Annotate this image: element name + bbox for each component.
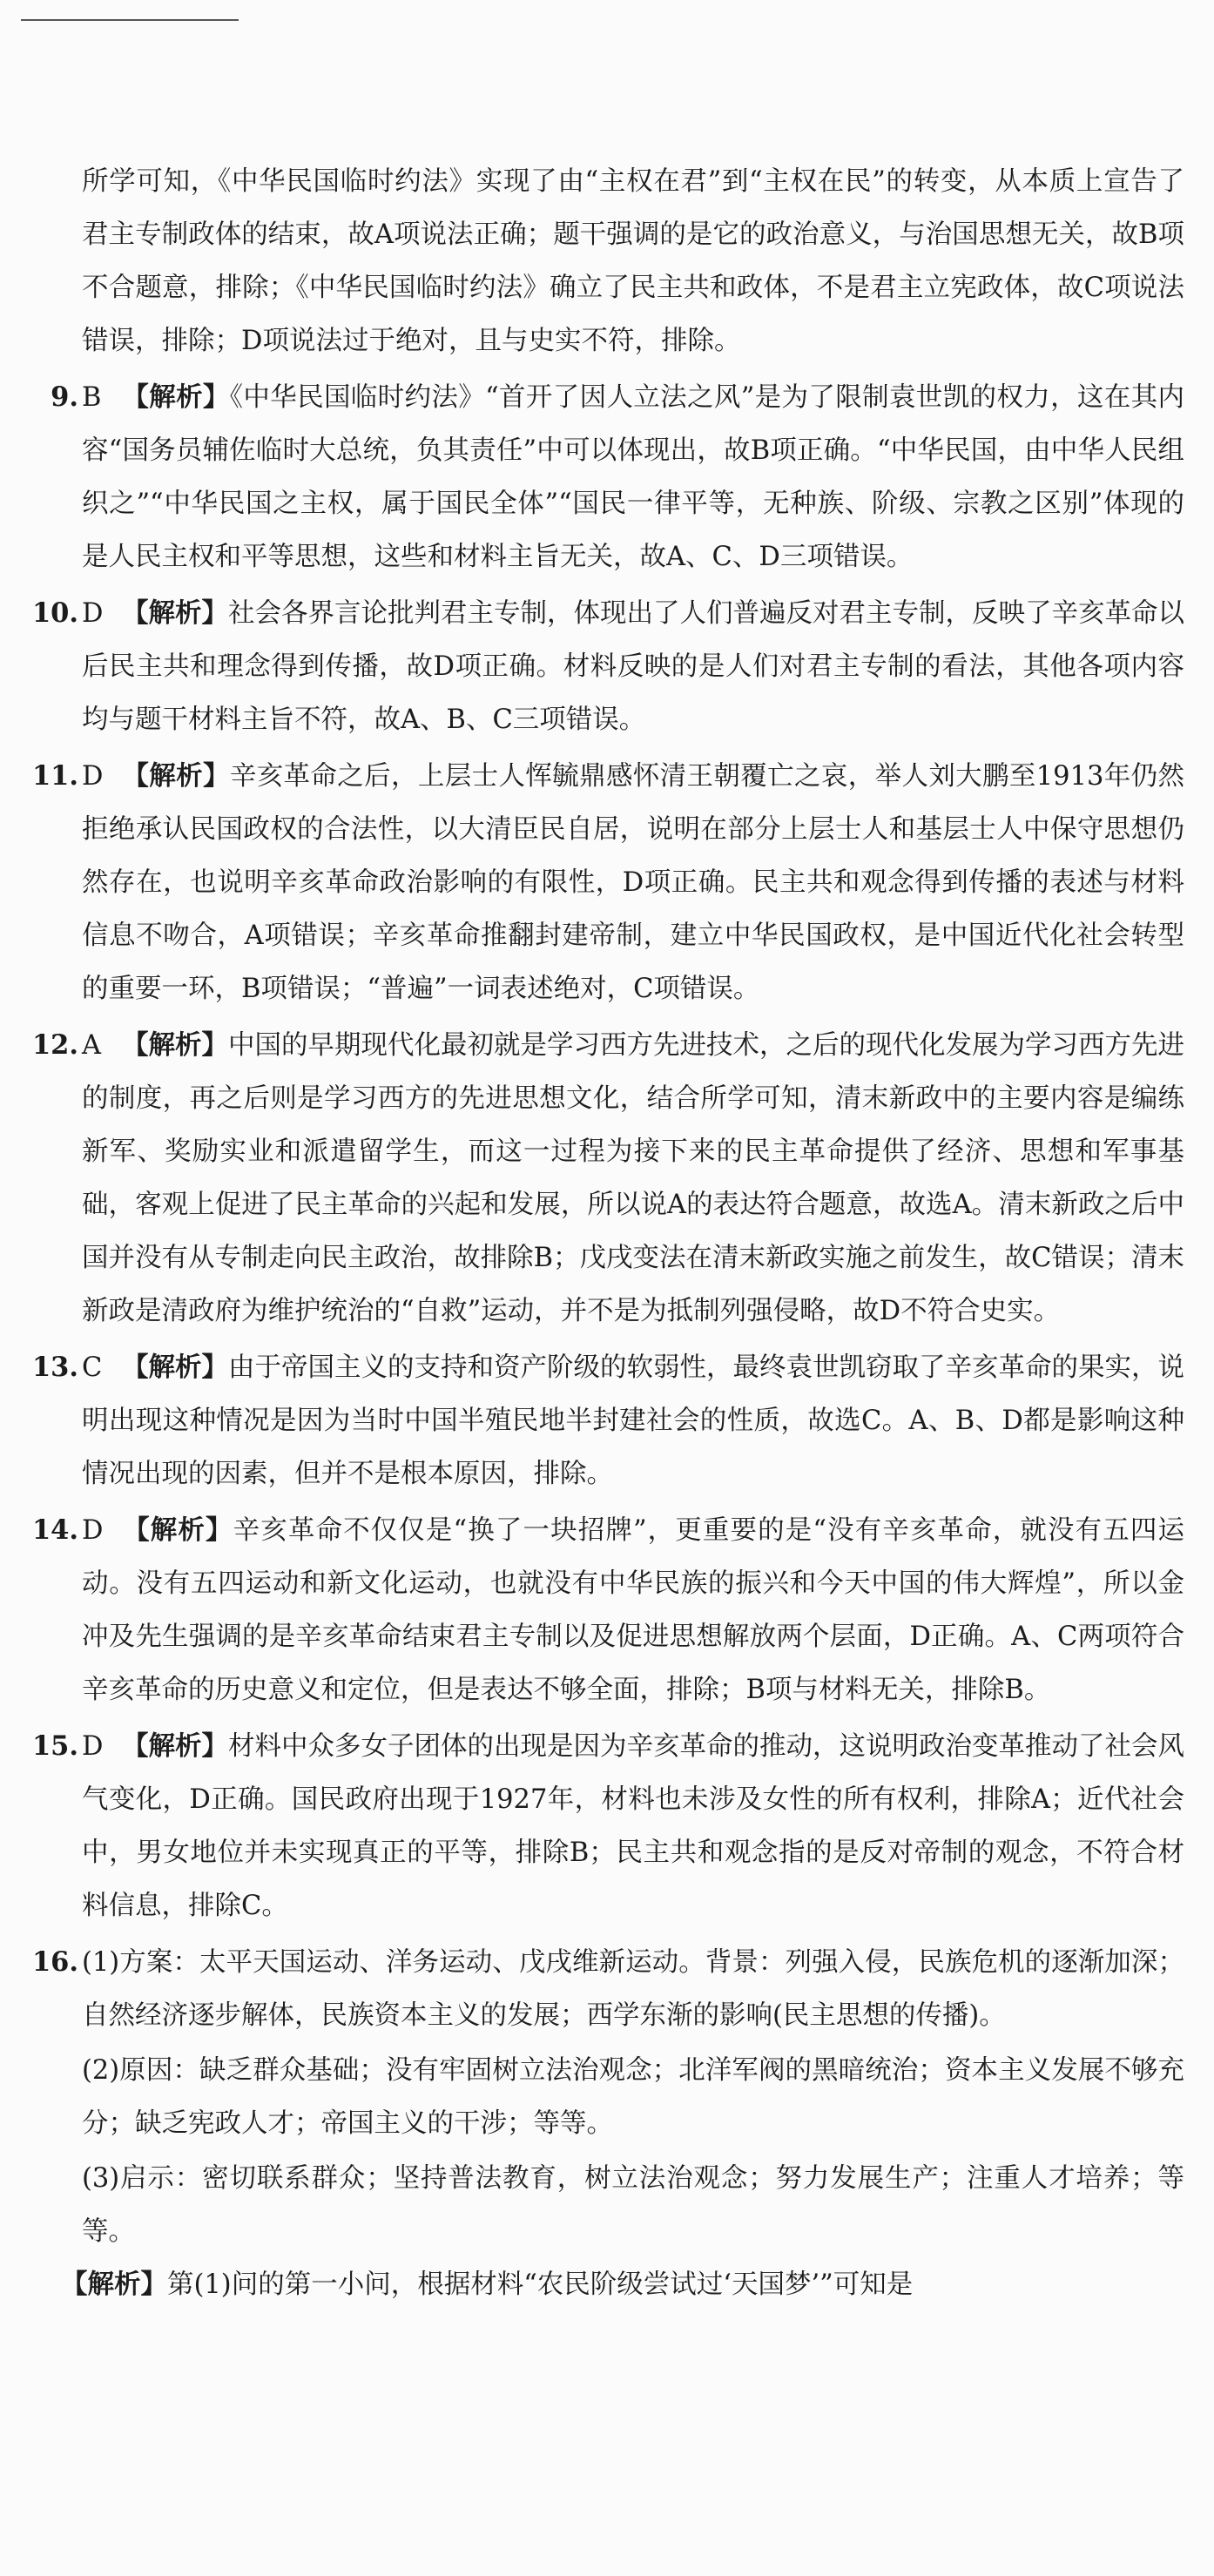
- item-number: 13.: [31, 1352, 78, 1383]
- answer-part-1: (1)方案：太平天国运动、洋务运动、戊戌维新运动。背景：列强入侵，民族危机的逐渐加深；自然经济逐步解体，民族资本主义的发展；西学东渐的影响(民主思想的传播)。: [82, 1947, 1184, 2031]
- item-number: 14.: [31, 1514, 78, 1546]
- answer-item-15: [26, 1720, 1184, 1932]
- item-number: 15.: [31, 1730, 78, 1762]
- answer-item-14: [26, 1504, 1184, 1716]
- answer-letter: C: [82, 1352, 103, 1383]
- analysis-tag: 【解析】: [122, 1352, 228, 1383]
- answer-letter: B: [82, 382, 102, 413]
- analysis-text: 《中华民国临时约法》“首开了因人立法之风”是为了限制袁世凯的权力，这在其内容“国务员辅佐临时大总统，负其责任”中可以体现出，故B项正确。“中华民国，由中华人民组织之”“中华民国之主权，属于国民全体”“国民一律平等，无种族、阶级、宗教之区别”体现的是人民主权和平等思想，这些和材料主旨无关，故A、C、D三项错误。: [82, 382, 1185, 572]
- analysis-text: 由于帝国主义的支持和资产阶级的软弱性，最终袁世凯窃取了辛亥革命的果实，说明出现这种情况是因为当时中国半殖民地半封建社会的性质，故选C。A、B、D都是影响这种情况出现的因素，但并不是根本原因，排除。: [82, 1352, 1184, 1489]
- answer-item-12: [26, 1019, 1184, 1338]
- answer-item-9: [26, 371, 1184, 583]
- answer-part-2: (2)原因：缺乏群众基础；没有牢固树立法治观念；北洋军阀的黑暗统治；资本主义发展不够充分；缺乏宪政人才；帝国主义的干涉；等等。: [82, 2055, 1184, 2139]
- answer-item-13: [26, 1341, 1184, 1500]
- answer-letter: A: [82, 1030, 102, 1061]
- item-number: 10.: [31, 597, 78, 629]
- analysis-text: 第(1)问的第一小问，根据材料“农民阶级尝试过‘天国梦’”可知是: [167, 2269, 914, 2300]
- analysis-text: 中国的早期现代化最初就是学习西方先进技术，之后的现代化发展为学习西方先进的制度，再之后则是学习西方的先进思想文化，结合所学可知，清末新政中的主要内容是编练新军、奖励实业和派遣留学生，而这一过程为接下来的民主革命提供了经济、思想和军事基础，客观上促进了民主革命的兴起和发展，所以说A的表达符合题意，故选A。清末新政之后中国并没有从专制走向民主政治，故排除B；戊戌变法在清末新政实施之前发生，故C错误；清末新政是清政府为维护统治的“自救”运动，并不是为抵制列强侵略，故D不符合史实。: [82, 1030, 1184, 1326]
- q16-analysis: [26, 2258, 1184, 2311]
- analysis-tag: 【解析】: [122, 1730, 228, 1762]
- item-number: 16.: [31, 1946, 78, 1978]
- item-number: 11.: [31, 760, 78, 792]
- answer-letter: D: [82, 1731, 104, 1762]
- item-number: 9.: [51, 381, 78, 413]
- analysis-text: 辛亥革命之后，上层士人恽毓鼎感怀清王朝覆亡之哀，举人刘大鹏至1913年仍然拒绝承认民国政权的合法性，以大清臣民自居，说明在部分上层士人和基层士人中保守思想仍然存在，也说明辛亥革命政治影响的有限性，D项正确。民主共和观念得到传播的表述与材料信息不吻合，A项错误；辛亥革命推翻封建帝制，建立中华民国政权，是中国近代化社会转型的重要一环，B项错误；“普遍”一词表述绝对，C项错误。: [82, 761, 1184, 1004]
- analysis-text: 辛亥革命不仅仅是“换了一块招牌”，更重要的是“没有辛亥革命，就没有五四运动。没有五四运动和新文化运动，也就没有中华民族的振兴和今天中国的伟大辉煌”，所以金冲及先生强调的是辛亥革命结束君主专制以及促进思想解放两个层面，D正确。A、C两项符合辛亥革命的历史意义和定位，但是表达不够全面，排除；B项与材料无关，排除B。: [82, 1515, 1184, 1705]
- intro-paragraph: 所学可知，《中华民国临时约法》实现了由“主权在君”到“主权在民”的转变，从本质上宣告了君主专制政体的结束，故A项说法正确；题干强调的是它的政治意义，与治国思想无关，故B项不合题意，排除；《中华民国临时约法》确立了民主共和政体，不是君主立宪政体，故C项说法错误，排除；D项说法过于绝对，且与史实不符，排除。: [82, 166, 1184, 356]
- answer-page: [26, 155, 1184, 2311]
- item-number: 12.: [31, 1029, 78, 1061]
- analysis-tag: 【解析】: [122, 381, 230, 413]
- analysis-tag: 【解析】: [122, 597, 228, 629]
- answer-letter: D: [82, 761, 104, 792]
- answer-item-11: [26, 750, 1184, 1015]
- answer-letter: D: [82, 1515, 104, 1546]
- header-rule: [21, 19, 239, 21]
- analysis-tag: 【解析】: [122, 760, 230, 792]
- analysis-text: 材料中众多女子团体的出现是因为辛亥革命的推动，这说明政治变革推动了社会风气变化，D正确。国民政府出现于1927年，材料也未涉及女性的所有权利，排除A；近代社会中，男女地位并未实现真正的平等，排除B；民主共和观念指的是反对帝制的观念，不符合材料信息，排除C。: [82, 1731, 1184, 1921]
- answer-part-3: (3)启示：密切联系群众；坚持普法教育，树立法治观念；努力发展生产；注重人才培养；等等。: [82, 2163, 1184, 2247]
- analysis-tag: 【解析】: [122, 1029, 228, 1061]
- answer-letter: D: [82, 598, 104, 629]
- analysis-text: 社会各界言论批判君主专制，体现出了人们普遍反对君主专制，反映了辛亥革命以后民主共和理念得到传播，故D项正确。材料反映的是人们对君主专制的看法，其他各项内容均与题干材料主旨不符，故A、B、C三项错误。: [82, 598, 1184, 735]
- answer-item-16: [26, 1936, 1184, 2258]
- analysis-tag: 【解析】: [122, 1514, 233, 1546]
- analysis-tag: 【解析】: [61, 2269, 167, 2300]
- answer-item-10: [26, 587, 1184, 746]
